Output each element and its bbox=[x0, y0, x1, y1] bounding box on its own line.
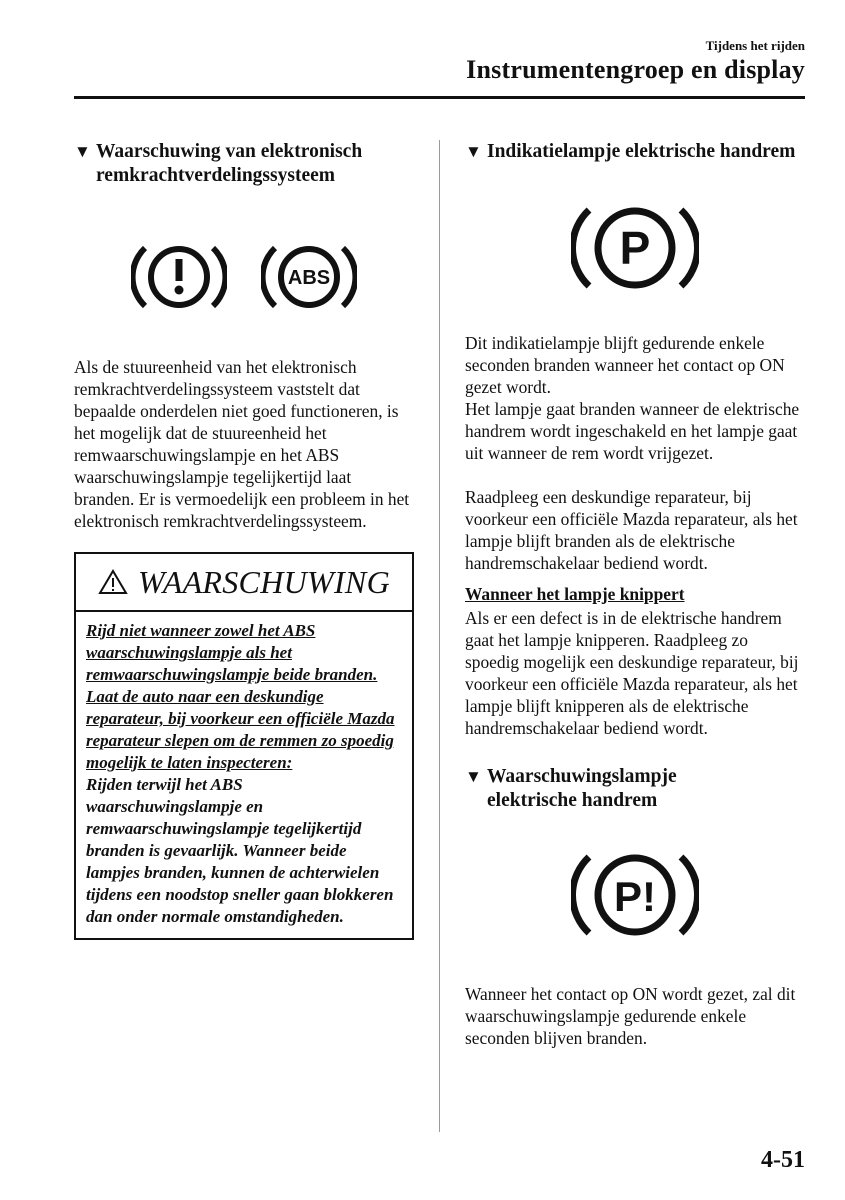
column-divider bbox=[439, 140, 440, 1132]
heading-line-1: Waarschuwing van elektronisch bbox=[96, 141, 363, 162]
triangle-bullet-icon: ▼ bbox=[74, 142, 91, 161]
parking-brake-warning-icon bbox=[571, 847, 699, 943]
left-column bbox=[74, 140, 414, 940]
parking-warning-paragraph: Wanneer het contact op ON wordt gezet, zal dit waarschuwingslampje gedurende enkele seconden blijven branden. bbox=[465, 984, 796, 1048]
warning-triangle-icon bbox=[98, 569, 128, 595]
abs-icon bbox=[261, 240, 357, 314]
blinking-paragraph: Als er een defect is in de elektrische handrem gaat het lampje knipperen. Raadpleeg zo spoedig mogelijk een deskundige reparateur, bij voorkeur een officiële Mazda reparateur, als het lampje blijft knipperen als de elektrische handremschakelaar bediend wordt. bbox=[465, 608, 799, 738]
parking-brake-icon bbox=[571, 200, 699, 296]
header-rule bbox=[74, 96, 805, 99]
warning-header bbox=[76, 554, 412, 612]
triangle-bullet-icon: ▼ bbox=[465, 767, 482, 786]
warning-icons bbox=[74, 240, 414, 314]
page-number: 4-51 bbox=[761, 1147, 805, 1173]
abs-icon-text: ABS bbox=[287, 267, 331, 289]
indicator-paragraph-2: Het lampje gaat branden wanneer de elektrische handrem wordt ingeschakeld en het lampje gaat uit wanneer de rem wordt vrijgezet. bbox=[465, 399, 800, 463]
right-column bbox=[465, 140, 805, 1049]
heading-line-2: remkrachtverdelingssysteem bbox=[96, 165, 335, 186]
brake-exclamation-icon bbox=[131, 240, 227, 314]
parking-warning-icon-wrap bbox=[465, 847, 805, 943]
page-title: Instrumentengroep en display bbox=[466, 55, 805, 84]
warning-box bbox=[74, 552, 414, 940]
blinking-subheading: Wanneer het lampje knippert bbox=[465, 584, 685, 604]
parking-icon-wrap bbox=[465, 200, 805, 296]
heading-text: Indikatielampje elektrische handrem bbox=[487, 141, 796, 162]
section-heading-ebd bbox=[74, 140, 414, 188]
parking-warning-icon-text: P! bbox=[614, 873, 656, 920]
section-heading-parking-warning bbox=[465, 765, 805, 813]
warning-text: Rijden terwijl het ABS waarschuwingslampje en remwaarschuwingslampje tegelijkertijd branden is gevaarlijk. Wanneer beide lampjes branden, kunnen de achterwielen tijdens een noodstop sneller gaan blokkeren dan onder normale omstandigheden. bbox=[86, 775, 394, 926]
section-heading-parking-indicator bbox=[465, 140, 805, 164]
ebd-paragraph: Als de stuureenheid van het elektronisch remkrachtverdelingssysteem vaststelt dat bepaalde onderdelen niet goed functioneren, is het mogelijk dat de stuureenheid het remwaarschuwingslampje en het ABS waarschuwingslampje tegelijkertijd laat branden. Er is vermoedelijk een probleem in het elektronisch remkrachtverdelingssysteem. bbox=[74, 357, 410, 531]
warning-body bbox=[76, 612, 412, 938]
indicator-paragraph-1: Dit indikatielampje blijft gedurende enkele seconden branden wanneer het contact op ON gezet wordt. bbox=[465, 333, 785, 397]
chapter-label: Tijdens het rijden bbox=[705, 38, 805, 53]
heading-line-2: elektrische handrem bbox=[487, 790, 658, 811]
parking-icon-text: P bbox=[619, 222, 651, 274]
warning-title: WAARSCHUWING bbox=[138, 563, 390, 600]
indicator-paragraph-3: Raadpleeg een deskundige reparateur, bij voorkeur een officiële Mazda reparateur, als het lampje blijft branden als de elektrische handremschakelaar bediend wordt. bbox=[465, 487, 798, 573]
warning-text-underlined: Rijd niet wanneer zowel het ABS waarschuwingslampje als het remwaarschuwingslampje beide branden. Laat de auto naar een deskundige reparateur, bij voorkeur een officiële Mazda reparateur slepen om de remmen zo spoedig mogelijk te laten inspecteren: bbox=[86, 621, 395, 772]
heading-line-1: Waarschuwingslampje bbox=[487, 766, 677, 787]
triangle-bullet-icon: ▼ bbox=[465, 142, 482, 161]
